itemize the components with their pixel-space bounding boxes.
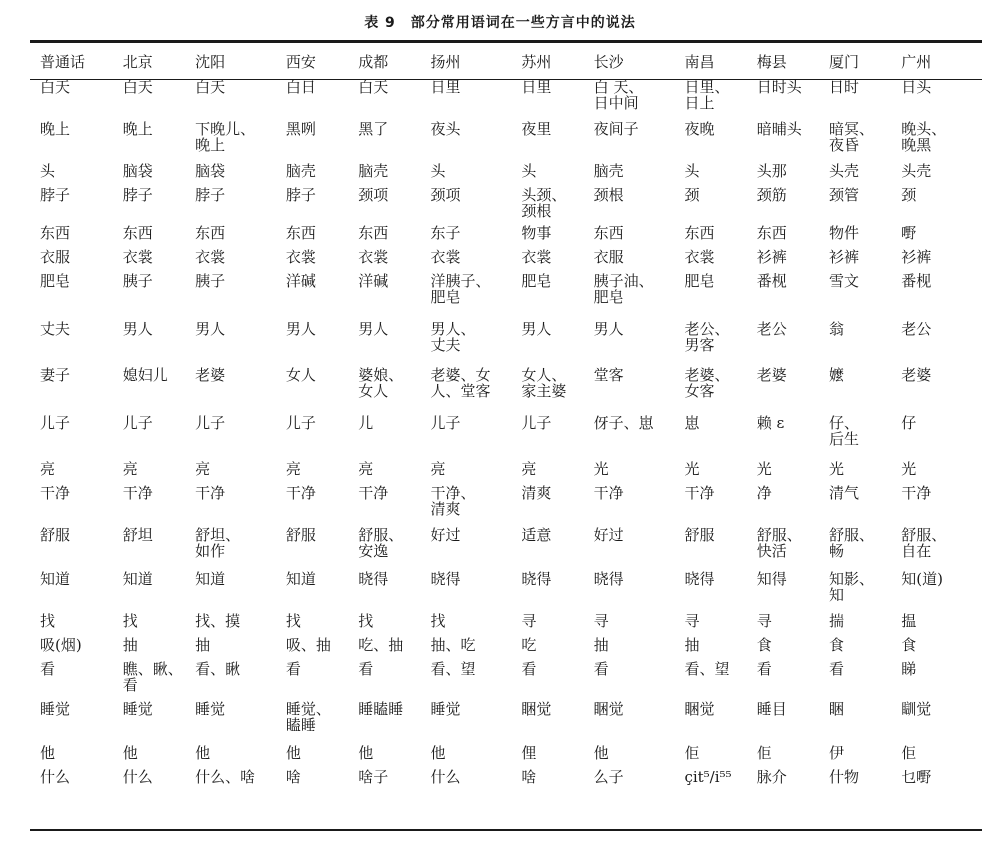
table-cell: 番枧	[901, 272, 932, 290]
table-row	[30, 273, 982, 321]
table-cell: 老婆	[901, 366, 932, 384]
table-cell: 舒坦	[122, 526, 153, 544]
table-cell: 适意	[521, 526, 552, 544]
table-cell: 头	[521, 162, 537, 180]
table-cell: 男人	[593, 320, 624, 338]
table-cell: 黑咧	[285, 120, 316, 138]
table-cell: 干净	[901, 484, 932, 502]
table-cell: 揾	[901, 612, 917, 630]
table-cell: 儿子	[122, 414, 153, 432]
table-cell: 颈根	[593, 186, 624, 204]
table-cell: 日里	[521, 78, 552, 96]
table-cell: 好过	[430, 526, 461, 544]
column-header: 普通话	[40, 53, 86, 71]
table-cell: 衣服	[593, 248, 624, 266]
table-cell: 亮	[430, 460, 446, 478]
table-cell: 老婆、 女客	[684, 366, 730, 400]
table-cell: 啥	[285, 768, 301, 786]
table-cell: 看	[756, 660, 772, 678]
table-cell: 白天	[195, 78, 226, 96]
table-cell: 晓得	[593, 570, 624, 588]
table-cell: 干净、 清爽	[430, 484, 476, 518]
table-row	[30, 637, 982, 661]
table-cell: 乜嘢	[901, 768, 932, 786]
row-label: 衣服	[40, 248, 71, 266]
table-row	[30, 187, 982, 225]
column-header: 梅县	[756, 53, 787, 71]
table-cell: 晚头、 晚黑	[901, 120, 947, 154]
table-cell: 颈	[684, 186, 700, 204]
table-cell: 看	[521, 660, 537, 678]
table-cell: 日头	[901, 78, 932, 96]
table-cell: 他	[430, 744, 446, 762]
dialect-table	[30, 44, 982, 793]
table-cell: 头	[430, 162, 446, 180]
table-cell: 晓得	[358, 570, 389, 588]
table-cell: 光	[684, 460, 700, 478]
table-cell: 洋胰子、 肥皂	[430, 272, 491, 306]
table-cell: 清爽	[521, 484, 552, 502]
table-cell: 伊	[828, 744, 844, 762]
table-cell: 舒服、 畅	[828, 526, 874, 560]
table-cell: 舒服、 安逸	[358, 526, 404, 560]
table-cell: 日里	[430, 78, 461, 96]
table-cell: 头	[684, 162, 700, 180]
table-cell: 亮	[195, 460, 211, 478]
table-cell: 他	[358, 744, 374, 762]
table-cell: 晚上	[122, 120, 153, 138]
column-header: 成都	[358, 53, 389, 71]
table-cell: 堂客	[593, 366, 624, 384]
table-row	[30, 571, 982, 613]
table-cell: 看、望	[684, 660, 730, 678]
table-cell: 儿	[358, 414, 374, 432]
table-cell: 衣裳	[195, 248, 226, 266]
table-cell: 头壳	[828, 162, 859, 180]
table-cell: 脑壳	[593, 162, 624, 180]
table-cell: 晓得	[684, 570, 715, 588]
table-cell: 脑壳	[285, 162, 316, 180]
table-cell: 婆娘、 女人	[358, 366, 404, 400]
table-cell: 仔、 后生	[828, 414, 859, 448]
row-label: 舒服	[40, 526, 71, 544]
table-cell: 白日	[285, 78, 316, 96]
table-row	[30, 79, 982, 121]
table-cell: 吃	[521, 636, 537, 654]
table-cell: 知影、 知	[828, 570, 874, 604]
table-cell: 洋碱	[285, 272, 316, 290]
table-cell: 啥子	[358, 768, 389, 786]
table-cell: 男人	[122, 320, 153, 338]
table-cell: 颈项	[358, 186, 389, 204]
table-cell: 东子	[430, 224, 461, 242]
table-cell: 干净	[593, 484, 624, 502]
table-cell: 抽	[684, 636, 700, 654]
column-header: 扬州	[430, 53, 461, 71]
table-cell: 佢	[684, 744, 700, 762]
table-cell: 脑袋	[122, 162, 153, 180]
table-cell: 儿子	[521, 414, 552, 432]
table-cell: 睏觉	[593, 700, 624, 718]
table-cell: 崽	[684, 414, 700, 432]
table-row	[30, 121, 982, 163]
table-row	[30, 485, 982, 527]
row-label: 晚上	[40, 120, 71, 138]
table-cell: 夜里	[521, 120, 552, 138]
table-cell: 看	[358, 660, 374, 678]
table-cell: 食	[828, 636, 844, 654]
table-cell: 颈项	[430, 186, 461, 204]
column-header: 沈阳	[195, 53, 226, 71]
table-cell: 睡瞌睡	[358, 700, 404, 718]
table-cell: 净	[756, 484, 772, 502]
table-cell: 脖子	[285, 186, 316, 204]
table-cell: 抽	[122, 636, 138, 654]
row-label: 丈夫	[40, 320, 71, 338]
table-cell: 光	[828, 460, 844, 478]
table-cell: 睏觉	[684, 700, 715, 718]
row-label: 肥皂	[40, 272, 71, 290]
table-cell: 颈管	[828, 186, 859, 204]
table-cell: 他	[122, 744, 138, 762]
table-cell: 番枧	[756, 272, 787, 290]
table-cell: 日时头	[756, 78, 802, 96]
row-label: 白天	[40, 78, 71, 96]
table-cell: 抽	[593, 636, 609, 654]
table-cell: 衫裤	[901, 248, 932, 266]
table-cell: 舒服	[684, 526, 715, 544]
table-cell: 看、望	[430, 660, 476, 678]
table-cell: 干净	[684, 484, 715, 502]
table-cell: 脑壳	[358, 162, 389, 180]
table-cell: 头那	[756, 162, 787, 180]
table-cell: 嬤	[828, 366, 844, 384]
table-cell: 吃、抽	[358, 636, 404, 654]
table-cell: 睡觉	[430, 700, 461, 718]
table-cell: 睏	[828, 700, 844, 718]
row-label: 他	[40, 744, 56, 762]
table-cell: 东西	[285, 224, 316, 242]
table-cell: çit⁵/i⁵⁵	[684, 768, 732, 786]
row-label: 干净	[40, 484, 71, 502]
table-cell: 老公	[756, 320, 787, 338]
table-row	[30, 527, 982, 571]
table-cell: 舒服	[285, 526, 316, 544]
table-cell: 老公	[901, 320, 932, 338]
table-row	[30, 661, 982, 701]
table-cell: 衣裳	[358, 248, 389, 266]
table-cell: 睡目	[756, 700, 787, 718]
table-cell: 么子	[593, 768, 624, 786]
table-cell: 寻	[593, 612, 609, 630]
table-cell: 雪文	[828, 272, 859, 290]
table-cell: 洋碱	[358, 272, 389, 290]
table-cell: 物事	[521, 224, 552, 242]
table-cell: 黑了	[358, 120, 389, 138]
table-cell: 东西	[358, 224, 389, 242]
column-header: 广州	[901, 53, 932, 71]
table-cell: 男人	[521, 320, 552, 338]
table-row	[30, 769, 982, 793]
row-label: 什么	[40, 768, 71, 786]
header-row	[30, 44, 982, 79]
table-cell: 日里、 日上	[684, 78, 730, 112]
table-cell: 看、瞅	[195, 660, 241, 678]
table-cell: 肥皂	[521, 272, 552, 290]
row-label: 亮	[40, 460, 56, 478]
table-row	[30, 367, 982, 415]
table-cell: 干净	[358, 484, 389, 502]
table-cell: 晓得	[521, 570, 552, 588]
table-cell: 衫裤	[756, 248, 787, 266]
table-cell: 东西	[593, 224, 624, 242]
table-cell: 男人	[358, 320, 389, 338]
table-cell: 男人	[195, 320, 226, 338]
column-header: 北京	[122, 53, 153, 71]
table-cell: 白天	[122, 78, 153, 96]
table-cell: 佢	[756, 744, 772, 762]
table-cell: 睡觉	[195, 700, 226, 718]
table-cell: 吸、抽	[285, 636, 331, 654]
table-cell: 寻	[684, 612, 700, 630]
table-cell: 女人	[285, 366, 316, 384]
table-row	[30, 613, 982, 637]
table-cell: 干净	[285, 484, 316, 502]
table-cell: 物件	[828, 224, 859, 242]
table-cell: 看	[285, 660, 301, 678]
table-cell: 衣裳	[430, 248, 461, 266]
table-cell: 胰子	[195, 272, 226, 290]
bottom-rule	[30, 829, 982, 831]
table-cell: 脑袋	[195, 162, 226, 180]
table-cell: 光	[756, 460, 772, 478]
row-label: 东西	[40, 224, 71, 242]
table-cell: 他	[593, 744, 609, 762]
table-cell: 寻	[521, 612, 537, 630]
table-cell: 衣裳	[521, 248, 552, 266]
table-cell: 找	[122, 612, 138, 630]
table-row	[30, 225, 982, 249]
row-label: 妻子	[40, 366, 71, 384]
table-cell: 日时	[828, 78, 859, 96]
table-cell: 颈	[901, 186, 917, 204]
table-cell: 啥	[521, 768, 537, 786]
table-cell: 睏觉	[521, 700, 552, 718]
column-header: 厦门	[828, 53, 859, 71]
table-cell: 夜晚	[684, 120, 715, 138]
column-header: 苏州	[521, 53, 552, 71]
table-cell: 知得	[756, 570, 787, 588]
table-cell: 翁	[828, 320, 844, 338]
table-cell: 什么	[122, 768, 153, 786]
table-cell: 清气	[828, 484, 859, 502]
column-header: 西安	[285, 53, 316, 71]
table-cell: 颈筋	[756, 186, 787, 204]
table-cell: 肥皂	[684, 272, 715, 290]
table-cell: 男人	[285, 320, 316, 338]
table-row	[30, 163, 982, 187]
row-label: 脖子	[40, 186, 71, 204]
table-row	[30, 701, 982, 745]
row-label: 儿子	[40, 414, 71, 432]
table-cell: 伢子、崽	[593, 414, 654, 432]
row-label: 吸(烟)	[40, 636, 82, 654]
table-cell: 看	[593, 660, 609, 678]
table-cell: 瞓觉	[901, 700, 932, 718]
table-cell: 抽	[195, 636, 211, 654]
table-cell: 什么	[430, 768, 461, 786]
table-cell: 抽、吃	[430, 636, 476, 654]
table-cell: 儿子	[195, 414, 226, 432]
table-cell: 他	[195, 744, 211, 762]
table-cell: 老婆	[756, 366, 787, 384]
table-cell: 好过	[593, 526, 624, 544]
table-cell: 衣裳	[684, 248, 715, 266]
table-cell: 瞧、瞅、 看	[122, 660, 183, 694]
table-cell: 白 天、 日中间	[593, 78, 644, 112]
table-cell: 俚	[521, 744, 537, 762]
table-cell: 舒坦、 如作	[195, 526, 241, 560]
table-cell: 食	[756, 636, 772, 654]
top-rule	[30, 40, 982, 43]
table-cell: 知(道)	[901, 570, 943, 588]
table-cell: 亮	[122, 460, 138, 478]
table-cell: 暗晡头	[756, 120, 802, 138]
table-cell: 什物	[828, 768, 859, 786]
table-cell: 儿子	[285, 414, 316, 432]
table-row	[30, 461, 982, 485]
table-cell: 胰子	[122, 272, 153, 290]
table-cell: 找	[358, 612, 374, 630]
table-cell: 白天	[358, 78, 389, 96]
table-cell: 睇	[901, 660, 917, 678]
table-cell: 找	[285, 612, 301, 630]
row-label: 知道	[40, 570, 71, 588]
table-cell: 老公、 男客	[684, 320, 730, 354]
table-cell: 头颈、 颈根	[521, 186, 567, 220]
table-cell: 寻	[756, 612, 772, 630]
table-cell: 脖子	[122, 186, 153, 204]
table-cell: 睡觉	[122, 700, 153, 718]
table-cell: 找	[430, 612, 446, 630]
row-label: 睡觉	[40, 700, 71, 718]
table-cell: 晓得	[430, 570, 461, 588]
table-cell: 舒服、 自在	[901, 526, 947, 560]
table-cell: 老婆、女 人、堂客	[430, 366, 491, 400]
table-cell: 仔	[901, 414, 917, 432]
table-cell: 头壳	[901, 162, 932, 180]
column-header: 南昌	[684, 53, 715, 71]
table-cell: 找、摸	[195, 612, 241, 630]
table-cell: 东西	[195, 224, 226, 242]
column-header: 长沙	[593, 53, 624, 71]
table-title: 表 9 部分常用语词在一些方言中的说法	[364, 15, 636, 31]
table-cell: 下晚儿、 晚上	[195, 120, 256, 154]
table-cell: 赖 ɛ	[756, 414, 785, 432]
table-cell: 光	[593, 460, 609, 478]
table-cell: 干净	[195, 484, 226, 502]
table-cell: 食	[901, 636, 917, 654]
table-cell: 脖子	[195, 186, 226, 204]
row-label: 头	[40, 162, 56, 180]
table-row	[30, 249, 982, 273]
table-cell: 衣裳	[122, 248, 153, 266]
table-cell: 舒服、 快活	[756, 526, 802, 560]
table-cell: 胰子油、 肥皂	[593, 272, 654, 306]
table-cell: 看	[828, 660, 844, 678]
row-label: 看	[40, 660, 56, 678]
table-cell: 媳妇儿	[122, 366, 168, 384]
table-row	[30, 321, 982, 367]
table-cell: 夜间子	[593, 120, 639, 138]
table-cell: 东西	[122, 224, 153, 242]
table-cell: 男人、 丈夫	[430, 320, 476, 354]
table-cell: 他	[285, 744, 301, 762]
table-cell: 什么、啥	[195, 768, 256, 786]
table-cell: 揣	[828, 612, 844, 630]
table-cell: 老婆	[195, 366, 226, 384]
table-cell: 知道	[122, 570, 153, 588]
table-cell: 儿子	[430, 414, 461, 432]
row-label: 找	[40, 612, 56, 630]
table-row	[30, 415, 982, 461]
table-cell: 知道	[285, 570, 316, 588]
table-cell: 东西	[756, 224, 787, 242]
table-cell: 亮	[521, 460, 537, 478]
table-cell: 脉介	[756, 768, 787, 786]
table-cell: 干净	[122, 484, 153, 502]
table-cell: 佢	[901, 744, 917, 762]
table-cell: 女人、 家主婆	[521, 366, 567, 400]
table-cell: 夜头	[430, 120, 461, 138]
table-cell: 睡觉、 瞌睡	[285, 700, 331, 734]
table-cell: 衫裤	[828, 248, 859, 266]
table-body	[30, 79, 982, 793]
table-cell: 亮	[358, 460, 374, 478]
table-cell: 光	[901, 460, 917, 478]
table-cell: 东西	[684, 224, 715, 242]
table-cell: 知道	[195, 570, 226, 588]
table-row	[30, 745, 982, 769]
table-cell: 嘢	[901, 224, 917, 242]
table-cell: 亮	[285, 460, 301, 478]
table-cell: 暗冥、 夜昏	[828, 120, 874, 154]
table-cell: 衣裳	[285, 248, 316, 266]
